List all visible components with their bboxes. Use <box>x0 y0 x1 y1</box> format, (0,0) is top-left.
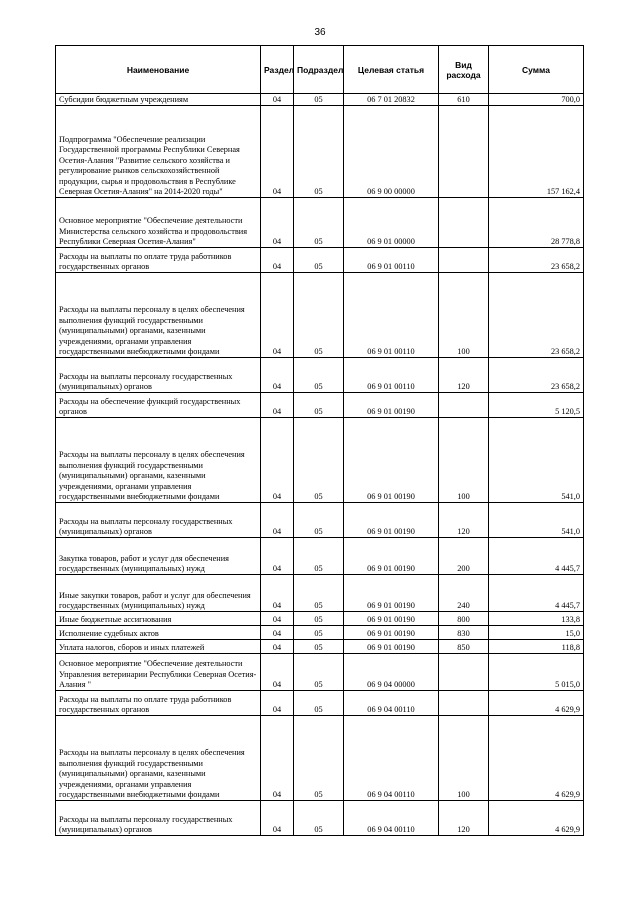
cell-expense-type: 120 <box>439 358 489 393</box>
cell-target: 06 9 01 00190 <box>344 418 439 503</box>
cell-name: Основное мероприятие "Обеспечение деятельности Министерства сельского хозяйства и продовольствия Республики Северная Осетия-Алания" <box>56 198 261 248</box>
table-row <box>56 716 584 801</box>
cell-target: 06 9 01 00190 <box>344 640 439 654</box>
cell-section: 04 <box>261 358 294 393</box>
cell-subsection: 05 <box>294 654 344 691</box>
table-row <box>56 358 584 393</box>
cell-subsection: 05 <box>294 538 344 575</box>
cell-amount: 118,8 <box>489 640 584 654</box>
cell-amount: 4 445,7 <box>489 538 584 575</box>
cell-amount: 541,0 <box>489 418 584 503</box>
cell-amount: 541,0 <box>489 503 584 538</box>
cell-target: 06 9 01 00190 <box>344 626 439 640</box>
cell-target: 06 9 01 00000 <box>344 198 439 248</box>
cell-amount: 28 778,8 <box>489 198 584 248</box>
cell-amount: 4 629,9 <box>489 801 584 836</box>
cell-subsection: 05 <box>294 716 344 801</box>
table-header-row <box>56 46 584 94</box>
cell-section: 04 <box>261 612 294 626</box>
cell-target: 06 9 01 00190 <box>344 612 439 626</box>
column-header-subsection: Подраздел <box>294 46 344 94</box>
cell-expense-type: 800 <box>439 612 489 626</box>
cell-subsection: 05 <box>294 575 344 612</box>
cell-name: Расходы на выплаты по оплате труда работников государственных органов <box>56 248 261 273</box>
cell-target: 06 9 01 00190 <box>344 503 439 538</box>
cell-amount: 4 445,7 <box>489 575 584 612</box>
cell-name: Иные бюджетные ассигнования <box>56 612 261 626</box>
table-row <box>56 538 584 575</box>
cell-amount: 133,8 <box>489 612 584 626</box>
cell-subsection: 05 <box>294 503 344 538</box>
table-row <box>56 654 584 691</box>
cell-section: 04 <box>261 94 294 106</box>
cell-expense-type <box>439 248 489 273</box>
cell-section: 04 <box>261 106 294 198</box>
table-row <box>56 801 584 836</box>
cell-expense-type: 100 <box>439 273 489 358</box>
table-row <box>56 418 584 503</box>
cell-subsection: 05 <box>294 626 344 640</box>
cell-expense-type: 610 <box>439 94 489 106</box>
cell-section: 04 <box>261 691 294 716</box>
cell-section: 04 <box>261 538 294 575</box>
cell-expense-type: 120 <box>439 503 489 538</box>
cell-subsection: 05 <box>294 358 344 393</box>
cell-amount: 23 658,2 <box>489 358 584 393</box>
column-header-amount: Сумма <box>489 46 584 94</box>
cell-expense-type: 120 <box>439 801 489 836</box>
cell-subsection: 05 <box>294 106 344 198</box>
cell-amount: 157 162,4 <box>489 106 584 198</box>
cell-amount: 700,0 <box>489 94 584 106</box>
cell-name: Расходы на выплаты персоналу государственных (муниципальных) органов <box>56 801 261 836</box>
table-row <box>56 612 584 626</box>
cell-name: Расходы на выплаты по оплате труда работников государственных органов <box>56 691 261 716</box>
cell-section: 04 <box>261 418 294 503</box>
cell-section: 04 <box>261 248 294 273</box>
table-row <box>56 393 584 418</box>
column-header-target: Целевая статья <box>344 46 439 94</box>
cell-section: 04 <box>261 198 294 248</box>
cell-amount: 23 658,2 <box>489 273 584 358</box>
cell-name: Подпрограмма "Обеспечение реализации Государственной программы Республики Северная Осетия-Алания "Развитие сельского хозяйства и регулирование рынков сельскохозяйственной продукции, сырья и продовольствия в Республике Северная Осетия-Алания" на 2014-2020 годы" <box>56 106 261 198</box>
cell-amount: 23 658,2 <box>489 248 584 273</box>
cell-subsection: 05 <box>294 273 344 358</box>
cell-section: 04 <box>261 801 294 836</box>
table-row <box>56 248 584 273</box>
table-row <box>56 273 584 358</box>
cell-amount: 4 629,9 <box>489 716 584 801</box>
cell-expense-type: 240 <box>439 575 489 612</box>
cell-amount: 15,0 <box>489 626 584 640</box>
cell-expense-type: 850 <box>439 640 489 654</box>
cell-amount: 5 015,0 <box>489 654 584 691</box>
cell-name: Уплата налогов, сборов и иных платежей <box>56 640 261 654</box>
table-row <box>56 198 584 248</box>
table-body <box>56 94 584 836</box>
cell-section: 04 <box>261 575 294 612</box>
cell-name: Исполнение судебных актов <box>56 626 261 640</box>
table-row <box>56 640 584 654</box>
cell-target: 06 9 01 00190 <box>344 393 439 418</box>
cell-subsection: 05 <box>294 640 344 654</box>
cell-expense-type: 200 <box>439 538 489 575</box>
table-row <box>56 503 584 538</box>
cell-subsection: 05 <box>294 248 344 273</box>
cell-target: 06 9 04 00000 <box>344 654 439 691</box>
cell-name: Расходы на выплаты персоналу в целях обеспечения выполнения функций государственными (муниципальными) органами, казенными учреждениями, органами управления государственными внебюджетными фондами <box>56 273 261 358</box>
cell-name: Расходы на выплаты персоналу в целях обеспечения выполнения функций государственными (муниципальными) органами, казенными учреждениями, органами управления государственными внебюджетными фондами <box>56 716 261 801</box>
cell-expense-type <box>439 198 489 248</box>
cell-amount: 5 120,5 <box>489 393 584 418</box>
cell-target: 06 9 00 00000 <box>344 106 439 198</box>
cell-expense-type <box>439 691 489 716</box>
page-number: 36 <box>314 27 326 38</box>
cell-target: 06 9 01 00110 <box>344 248 439 273</box>
cell-subsection: 05 <box>294 612 344 626</box>
cell-name: Расходы на выплаты персоналу государственных (муниципальных) органов <box>56 503 261 538</box>
cell-name: Иные закупки товаров, работ и услуг для обеспечения государственных (муниципальных) нужд <box>56 575 261 612</box>
cell-name: Основное мероприятие "Обеспечение деятельности Управления ветеринарии Республики Северная Осетия-Алания " <box>56 654 261 691</box>
cell-expense-type: 830 <box>439 626 489 640</box>
cell-name: Субсидии бюджетным учреждениям <box>56 94 261 106</box>
cell-subsection: 05 <box>294 418 344 503</box>
cell-section: 04 <box>261 503 294 538</box>
table-row <box>56 94 584 106</box>
cell-target: 06 9 01 00110 <box>344 273 439 358</box>
cell-target: 06 9 01 00190 <box>344 575 439 612</box>
cell-section: 04 <box>261 654 294 691</box>
cell-subsection: 05 <box>294 94 344 106</box>
cell-expense-type <box>439 654 489 691</box>
cell-section: 04 <box>261 626 294 640</box>
cell-name: Расходы на обеспечение функций государственных органов <box>56 393 261 418</box>
cell-target: 06 9 04 00110 <box>344 716 439 801</box>
cell-target: 06 7 01 20832 <box>344 94 439 106</box>
cell-amount: 4 629,9 <box>489 691 584 716</box>
table-row <box>56 106 584 198</box>
cell-target: 06 9 01 00190 <box>344 538 439 575</box>
table-row <box>56 626 584 640</box>
cell-name: Расходы на выплаты персоналу государственных (муниципальных) органов <box>56 358 261 393</box>
cell-expense-type <box>439 106 489 198</box>
cell-subsection: 05 <box>294 198 344 248</box>
cell-section: 04 <box>261 640 294 654</box>
cell-name: Закупка товаров, работ и услуг для обеспечения государственных (муниципальных) нужд <box>56 538 261 575</box>
column-header-name: Наименование <box>56 46 261 94</box>
cell-section: 04 <box>261 393 294 418</box>
column-header-expense-type: Вид расхода <box>439 46 489 94</box>
cell-target: 06 9 01 00110 <box>344 358 439 393</box>
table-row <box>56 691 584 716</box>
cell-subsection: 05 <box>294 691 344 716</box>
cell-section: 04 <box>261 273 294 358</box>
cell-target: 06 9 04 00110 <box>344 801 439 836</box>
column-header-section: Раздел <box>261 46 294 94</box>
cell-expense-type: 100 <box>439 418 489 503</box>
cell-expense-type <box>439 393 489 418</box>
cell-section: 04 <box>261 716 294 801</box>
table-row <box>56 575 584 612</box>
cell-name: Расходы на выплаты персоналу в целях обеспечения выполнения функций государственными (муниципальными) органами, казенными учреждениями, органами управления государственными внебюджетными фондами <box>56 418 261 503</box>
budget-table <box>55 45 584 836</box>
cell-target: 06 9 04 00110 <box>344 691 439 716</box>
cell-expense-type: 100 <box>439 716 489 801</box>
cell-subsection: 05 <box>294 801 344 836</box>
cell-subsection: 05 <box>294 393 344 418</box>
